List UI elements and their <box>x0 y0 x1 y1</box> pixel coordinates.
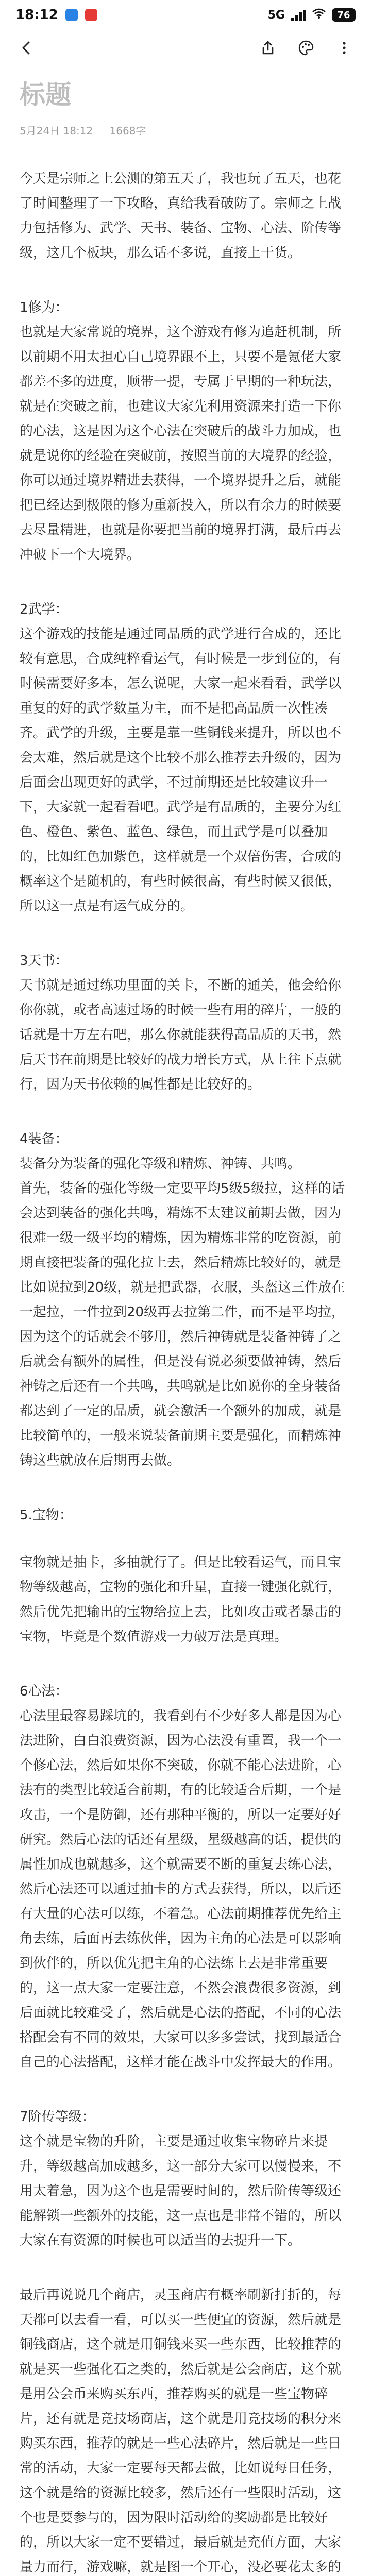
note-body[interactable] <box>0 166 371 2576</box>
signal-icon <box>291 9 306 21</box>
status-time: 18:12 <box>15 7 58 23</box>
more-vertical-icon <box>336 40 352 56</box>
back-arrow-icon <box>19 40 35 56</box>
paragraph-rank-level: 7阶传等级： 这个就是宝物的升阶，主要是通过收集宝物碎片来提升，等级越高加成越多，这一部分大家可以慢慢来，不用太着急，因为这个也是需要时间的，然后阶传等级还能解锁一些额外的技能，这一点也是非常不错的，所以大家在有资源的时候也可以适当的去提升一下。 <box>20 2109 342 2248</box>
paragraph-treasure-heading: 5.宝物： <box>20 1507 73 1523</box>
paragraph-heavenly-book: 3天书： 天书就是通过练功里面的关卡，不断的通关，他会给你你你就，或者高速过场的时候一些有用的碎片，一般的话就是十万左右吧，那么你就能获得高品质的天书，然后天书在前期是比较好的战力增长方式，从上往下点就行，因为天书依赖的属性都是比较好的。 <box>20 953 342 1092</box>
paragraph-shops: 最后再说说几个商店，灵玉商店有概率刷新打折的，每天都可以去看一看，可以买一些便宜的资源，然后就是铜钱商店，这个就是用铜钱来买一些东西，比较推荐的就是买一些强化石之类的，然后就是公会商店，这个就是用公会币来购买东西，推荐购买的就是一些宝物碎片，还有就是竞技场商店，这个就是用竞技场的积分来购买东西，推荐的就是一些心法碎片，然后就是一些日常的活动，大家一定要每天都去做，比如说每日任务，这个就是给的资源比较多，然后还有一些限时活动，这个也是要参与的，因为限时活动给的奖励都是比较好的，所以大家一定不要错过，最后就是充值方面，大家量力而行，游戏嘛，就是图一个开心，没必要花太多的 <box>20 2287 342 2575</box>
status-right <box>268 8 356 22</box>
status-left <box>15 7 97 23</box>
paragraph-cultivation: 1修为： 也就是大家常说的境界，这个游戏有修为追赶机制，所以前期不用太担心自己境界跟不上，只要不是氪佬大家都差不多的进度，顺带一提，专属于早期的一种玩法，就是在突破之前，也建议大家先利用资源来打造一下你的心法，这是因为这个心法在突破后的战斗力加成，也就是说你的经验在突破前，按照当前的大境界的经验，你可以通过境界精进去获得，一个境界提升之后，就能把已经达到极限的修为重新投入，所以有余力的时候要去尽量精进，也就是你要把当前的境界打满，最后再去冲破下一个大境界。 <box>20 300 342 563</box>
share-button[interactable] <box>254 33 282 62</box>
status-bar <box>0 0 371 30</box>
app-notification-icon-2 <box>85 9 97 21</box>
top-nav-bar <box>0 30 371 66</box>
note-title[interactable]: 标题 <box>20 80 71 110</box>
battery-indicator: 76 <box>332 8 356 22</box>
paragraph-intro: 今天是宗师之上公测的第五天了，我也玩了五天，也花了时间整理了一下攻略，真给我看破防了。宗师之上战力包括修为、武学、天书、装备、宝物、心法、阶传等级，这几个板块，那么话不多说，直接上干货。 <box>20 171 342 261</box>
note-word-count: 1668字 <box>109 125 146 137</box>
paragraph-treasure: 宝物就是抽卡，多抽就行了。但是比较看运气，而且宝物等级越高，宝物的强化和升星，直接一键强化就行，然后优先把输出的宝物给拉上去，比如攻击或者暴击的宝物，毕竟是个数值游戏一力破万法是真理。 <box>20 1555 342 1645</box>
network-label: 5G <box>267 8 285 22</box>
paragraph-mind-method: 6心法： 心法里最容易踩坑的，我看到有不少好多人都是因为心法进阶，白白浪费资源，因为心法没有重置，我一个一个修心法，然后如果你不突破，你就不能心法进阶，心法有的类型比较适合前期，有的比较适合后期，一个是攻击，一个是防御，还有那种平衡的，所以一定要好好研究。然后心法的话还有星级，星级越高的话，提供的属性加成也就越多，这个就需要不断的重复去练心法，然后心法还可以通过抽卡的方式去获得，所以，以后还有大量的心法可以练，不着急。心法前期推荐优先给主角去练，后面再去练伙伴，因为主角的心法是可以影响到伙伴的，所以优先把主角的心法练上去是非常重要的，这一点大家一定要注意，不然会浪费很多资源，到后面就比较难受了，然后就是心法的搭配，不同的心法搭配会有不同的效果，大家可以多多尝试，找到最适合自己的心法搭配，这样才能在战斗中发挥最大的作用。 <box>20 1684 342 2070</box>
palette-button[interactable] <box>292 33 321 62</box>
back-button[interactable] <box>12 33 41 62</box>
more-button[interactable] <box>330 33 359 62</box>
palette-icon <box>298 40 314 56</box>
wifi-icon <box>312 8 326 22</box>
app-notification-icon <box>65 9 78 21</box>
note-meta <box>20 123 351 138</box>
share-icon <box>260 40 276 56</box>
note-date: 5月24日 18:12 <box>20 125 93 137</box>
paragraph-equipment: 4装备： 装备分为装备的强化等级和精炼、神铸、共鸣。 首先，装备的强化等级一定要平均5级5级拉，这样的话会达到装备的强化共鸣，精炼不太建议前期去做，因为很难一级一级平均的精炼，因为精炼非常的吃资源，前期直接把装备的强化拉上去，然后精炼比较好的，就是比如说拉到20级，就是把武器，衣服，头盔这三件放在一起拉，一件拉到20级再去拉第二件，而不是平均拉，因为这个的话就会不够用，然后神铸就是装备神铸了之后就会有额外的属性，但是没有说必须要做神铸，然后神铸之后还有一个共鸣，共鸣就是比如说你的全身装备都达到了一定的品质，就会激活一个额外的加成，就是比较简单的，一般来说装备前期主要是强化，而精炼神铸这些就放在后期再去做。 <box>20 1131 345 1468</box>
nav-actions <box>254 33 359 62</box>
paragraph-martial-arts: 2武学： 这个游戏的技能是通过同品质的武学进行合成的，还比较有意思，合成纯粹看运气，有时候是一步到位的，有时候需要好多本，怎么说呢，大家一起来看看，武学以重复的好的武学数量为主，而不是把高品质一次性凑齐。武学的升级，主要是靠一些铜钱来提升，所以也不会太难，然后就是这个比较不那么推荐去升级的，因为后面会出现更好的武学，不过前期还是比较建议升一下，大家就一起看看吧。武学是有品质的，主要分为红色、橙色、紫色、蓝色、绿色，而且武学是可以叠加的，比如红色加紫色，这样就是一个双倍伤害，合成的概率这个是随机的，有些时候很高，有些时候又很低，所以这一点是有运气成分的。 <box>20 602 342 914</box>
